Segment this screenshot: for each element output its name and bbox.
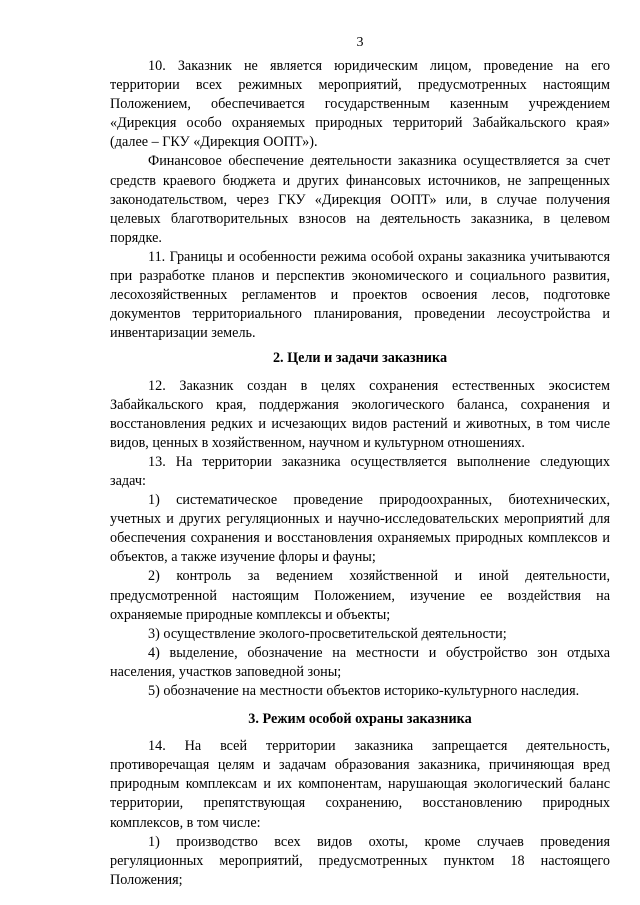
list-item-task-1: 1) систематическое проведение природоохранных, биотехнических, учетных и других регуляционных и научно-исследовательских мероприятий для обеспечения сохранения и восстановления охраняемых природных комплексов и объектов, а также изучение флоры и фауны;: [110, 492, 610, 566]
paragraph-11: 11. Границы и особенности режима особой охраны заказника учитываются при разработке планов и перспектив экономического и социального развития, лесохозяйственных регламентов и проектов освоения лесов, подготовке документов территориального планирования, проведении лесоустройства и инвентаризации земель.: [110, 248, 610, 342]
paragraph-10: 10. Заказник не является юридическим лицом, проведение на его территории всех режимных мероприятий, предусмотренных настоящим Положением, обеспечивается государственным казенным учреждением «Дирекция особо охраняемых природных территорий Забайкальского края» (далее – ГКУ «Дирекция ООПТ»).: [110, 58, 610, 151]
section-intro: [110, 57, 610, 343]
paragraph-12: 12. Заказник создан в целях сохранения естественных экосистем Забайкальского края, поддержания экологического баланса, сохранения и восстановления редких и исчезающих видов растений и животных, в том числе видов, ценных в хозяйственном, научном и культурном отношениях.: [110, 377, 610, 451]
list-item-prohibition-1: 1) производство всех видов охоты, кроме случаев проведения регуляционных мероприятий, предусмотренных пунктом 18 настоящего Положения;: [110, 833, 610, 888]
list-item-task-4: 4) выделение, обозначение на местности и обустройство зон отдыха населения, участков заповедной зоны;: [110, 644, 610, 680]
paragraph-14: 14. На всей территории заказника запрещается деятельность, противоречащая целям и задачам образования заказника, причиняющая вред природным комплексам и их компонентам, нарушающая экологический баланс территории, препятствующая сохранению, восстановлению природных комплексов, в том числе:: [110, 738, 610, 831]
section-goals: [110, 377, 610, 702]
paragraph-13: 13. На территории заказника осуществляется выполнение следующих задач:: [110, 453, 610, 489]
list-item-task-5: 5) обозначение на местности объектов историко-культурного наследия.: [148, 683, 580, 699]
paragraph-financing: Финансовое обеспечение деятельности заказника осуществляется за счет средств краевого бюджета и других финансовых источников, не запрещенных законодательством, через ГКУ «Дирекция ООПТ» или, в случае получения целевых благотворительных взносов на деятельность заказника, в целевом порядке.: [110, 153, 610, 246]
list-item-task-2: 2) контроль за ведением хозяйственной и иной деятельности, предусмотренной настоящим Положением, изучение ее воздействия на охраняемые природные комплексы и объекты;: [110, 568, 610, 623]
section-heading-goals: 2. Цели и задачи заказника: [272, 350, 448, 367]
section-regime: [110, 737, 610, 890]
page-number: 3: [356, 35, 364, 50]
section-heading-regime: 3. Режим особой охраны заказника: [248, 711, 472, 728]
list-item-task-3: 3) осуществление эколого-просветительской деятельности;: [148, 625, 507, 642]
